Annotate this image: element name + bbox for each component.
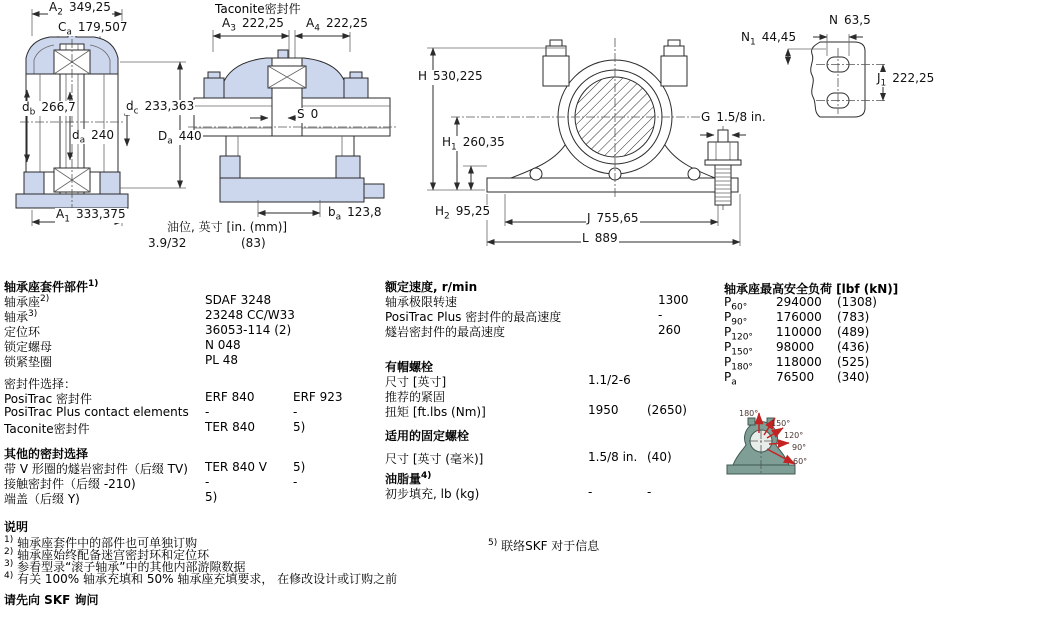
arrow-90 [769, 443, 789, 444]
dim-N1: $N_1$ 44,45 [741, 30, 797, 48]
row-initial-fill: 初步填充, lb (kg) - - [385, 485, 652, 501]
dim-Da: $D_a$ 440 [158, 129, 202, 147]
dim-A4: $A_4$ 222,25 [306, 16, 368, 34]
row-cap-bolt-size: 尺寸 [英寸] 1.1/2-6 [385, 373, 631, 389]
dim-S: S 0 [296, 108, 319, 123]
row-p90: $P_{90^\circ}$ 176000 (783) [724, 310, 870, 328]
drawing-taconite-section [186, 8, 398, 223]
load-table-header: 轴承座最高安全负荷 [lbf (kN)] [724, 282, 899, 296]
cap-bolt-right [661, 56, 687, 86]
row-p180: $P_{180^\circ}$ 118000 (525) [724, 355, 870, 373]
taconite-seal-right [344, 78, 368, 100]
dim-Ca: $C_a$ 179,507 [58, 20, 128, 38]
angle-label-180: 180° [739, 409, 759, 418]
row-positrac-plus: PosiTrac Plus contact elements - - [4, 405, 298, 419]
note-2: $^{2)}$ 轴承座始终配备迷宫密封环和定位环 [4, 547, 210, 562]
oil-level-inches: 3.9/32 [148, 236, 187, 250]
dim-L: L 889 [581, 232, 619, 247]
lower-body [226, 136, 354, 178]
row-taconite-speed: 燧岩密封件的最高速度 260 [385, 323, 681, 339]
speed-header: 额定速度, r/min [385, 280, 478, 294]
dim-J1: $J_1$ 222,25 [877, 71, 935, 89]
note-3: $^{3)}$ 参看型录“滚子轴承”中的其他内部游隙数据 [4, 559, 246, 574]
taconite-seal-left [204, 78, 224, 100]
load-table [724, 280, 924, 388]
notes-header: 说明 [4, 520, 29, 534]
angle-label-150: 150° [771, 419, 791, 428]
dim-A2: $A_2$ 349,25 [49, 0, 111, 18]
row-bearing-limit-speed: 轴承极限转速 1300 [385, 293, 689, 309]
notes-footer: 请先向 SKF 询问 [4, 593, 99, 607]
row-p150: $P_{150^\circ}$ 98000 (436) [724, 340, 870, 358]
dim-N: N 63,5 [828, 14, 872, 29]
row-bearing: 轴承$^{3)}$ 23248 CC/W33 [4, 308, 295, 324]
base-plate [220, 178, 364, 202]
dim-J: J 755,65 [586, 212, 640, 227]
row-torque: 扭矩 [ft.lbs (Nm)] 1950 (2650) [385, 403, 687, 419]
note-4: $^{4)}$ 有关 100% 轴承充填和 50% 轴承座充填要求， 在修改设计或订购之前 [4, 571, 398, 586]
dim-da: $d_a$ 240 [72, 128, 115, 146]
row-housing: 轴承座$^{2)}$ SDAF 3248 [4, 293, 272, 309]
oil-level-caption: 油位, 英寸 [in. (mm)] [167, 220, 288, 234]
parts-table-header: 轴承座套件部件$^{1)}$ [4, 279, 99, 294]
cap-bolts-header: 有帽螺栓 [385, 360, 434, 374]
taconite-title: Taconite密封件 [215, 2, 301, 16]
dim-ba: $b_a$ 123,8 [328, 205, 382, 223]
angle-label-60: 60° [793, 457, 808, 466]
row-p60: $P_{60^\circ}$ 294000 (1308) [724, 295, 877, 313]
seal-select-header: 密封件选择： [4, 377, 77, 391]
grease-header: 油脂量$^{4)}$ [385, 471, 432, 486]
dim-A1: $A_1$ 333,375 [56, 207, 126, 225]
row-lock-nut: 锁定螺母 N 048 [4, 338, 241, 354]
row-contact-seal: 接触密封件（后缀 -210) - - [4, 475, 298, 491]
oil-level-mm: (83) [241, 236, 266, 250]
row-pa: $P_a$ 76500 (340) [724, 370, 870, 388]
row-locating-ring: 定位环 36053-114 (2) [4, 323, 292, 339]
dim-H: H 530,225 [417, 70, 484, 85]
other-seals-header: 其他的密封选择 [4, 447, 89, 461]
row-recommended-tightening: 推荐的紧固 [385, 390, 446, 404]
row-taconite-v: 带 V 形圈的燧岩密封件（后缀 TV) TER 840 V 5) [4, 460, 306, 476]
note-1: $^{1)}$ 轴承座套件中的部件也可单独订购 [4, 535, 198, 550]
dim-H1: $H_1$ 260,35 [442, 135, 505, 153]
dim-A3: $A_3$ 222,25 [222, 16, 284, 34]
row-positrac: PosiTrac 密封件 ERF 840 ERF 923 [4, 390, 343, 406]
dim-db: $d_b$ 266,7 [22, 100, 76, 118]
dim-H2: $H_2$ 95,25 [435, 204, 491, 222]
row-taconite: Taconite密封件 TER 840 5) [4, 420, 306, 436]
attachment-bolt [708, 142, 738, 160]
speed-bolt-table [385, 278, 695, 500]
angle-label-120: 120° [784, 431, 804, 440]
parts-table [4, 278, 376, 505]
base-slab [487, 178, 738, 192]
footnote-5: $^{5)}$ 联络SKF 对于信息 [488, 538, 600, 553]
cap-bolt-left [543, 56, 569, 86]
row-end-cover: 端盖（后缀 Y) 5) [4, 490, 218, 506]
dim-dc: $d_c$ 233,363 [126, 99, 195, 117]
angle-label-90: 90° [792, 443, 807, 452]
attachment-bolts-header: 适用的固定螺栓 [385, 429, 470, 443]
row-positrac-plus-speed: PosiTrac Plus 密封件的最高速度 - [385, 308, 663, 324]
row-lock-washer: 锁紧垫圈 PL 48 [4, 353, 239, 369]
row-attachment-bolt-size: 尺寸 [英寸 (毫米)] 1.5/8 in. (40) [385, 450, 672, 466]
dim-G: G 1.5/8 in. [700, 111, 767, 126]
row-p120: $P_{120^\circ}$ 110000 (489) [724, 325, 870, 343]
